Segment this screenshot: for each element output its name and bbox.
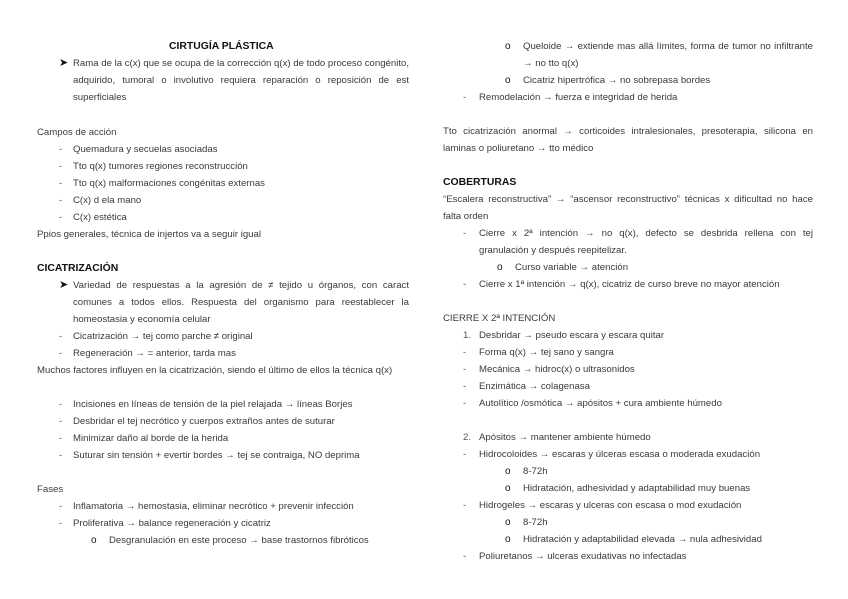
escalera-paragraph: “Escalera reconstructiva” → “ascensor reconstructivo” técnicas x dificultad no hace falta orden [443, 194, 813, 222]
circle-bullet-icon: o [505, 41, 511, 52]
circle-bullet-icon: o [505, 75, 511, 86]
fases-label: Fases [37, 484, 64, 495]
list-number: 1. [463, 330, 472, 341]
page-title: CIRTUGÍA PLÁSTICA [169, 41, 274, 52]
list-item: Mecánica → hidroc(x) o ultrasonidos [479, 364, 635, 375]
dash-bullet-icon: - [463, 347, 467, 358]
list-item: Remodelación → fuerza e integridad de herida [479, 92, 678, 103]
dash-bullet-icon: - [463, 449, 467, 460]
sub-list-item: 8-72h [523, 517, 548, 528]
circle-bullet-icon: o [497, 262, 503, 273]
dash-bullet-icon: - [463, 551, 467, 562]
list-item: Desbridar → pseudo escara y escara quitar [479, 330, 665, 341]
campos-label: Campos de acción [37, 127, 117, 138]
dash-bullet-icon: - [59, 433, 63, 444]
cierre2-paragraph: Cierre x 2ª intención → no q(x), defecto se desbrida rellena con tej granulación y después reepitelizar. [479, 228, 813, 256]
dash-bullet-icon: - [59, 161, 63, 172]
dash-bullet-icon: - [463, 92, 467, 103]
list-item: Cicatrización → tej como parche ≠ original [73, 331, 253, 342]
circle-bullet-icon: o [505, 517, 511, 528]
circle-bullet-icon: o [91, 535, 97, 546]
list-item: Cierre x 1ª intención → q(x), cicatriz de curso breve no mayor atención [479, 279, 780, 290]
dash-bullet-icon: - [463, 500, 467, 511]
list-item: Inflamatoria → hemostasia, eliminar necrótico + prevenir infección [73, 501, 354, 512]
dash-bullet-icon: - [59, 416, 63, 427]
sub-list-item: Hidratación y adaptabilidad elevada → nula adhesividad [523, 534, 762, 545]
circle-bullet-icon: o [505, 466, 511, 477]
dash-bullet-icon: - [59, 399, 63, 410]
dash-bullet-icon: - [463, 381, 467, 392]
dash-bullet-icon: - [59, 331, 63, 342]
dash-bullet-icon: - [59, 178, 63, 189]
section-heading-cierre: CIERRE X 2ª INTENCIÓN [443, 313, 556, 324]
sub-list-item: Cicatriz hipertrófica → no sobrepasa bordes [523, 75, 711, 86]
dash-bullet-icon: - [59, 144, 63, 155]
cicatrizacion-paragraph: Variedad de respuestas a la agresión de ≠ tejido u órganos, con caract comunes a todos ellos. Respuesta del organismo para reestablecer la homeostasia y economía celular [73, 280, 409, 325]
dash-bullet-icon: - [463, 228, 467, 239]
sub-list-item: Desgranulación en este proceso → base trastornos fibróticos [109, 535, 369, 546]
list-item: Desbridar el tej necrótico y cuerpos extraños antes de suturar [73, 416, 335, 427]
list-number: 2. [463, 432, 472, 443]
dash-bullet-icon: - [59, 501, 63, 512]
arrow-bullet-icon: ➤ [59, 57, 69, 69]
circle-bullet-icon: o [505, 483, 511, 494]
dash-bullet-icon: - [463, 398, 467, 409]
sub-list-item: Hidratación, adhesividad y adaptabilidad muy buenas [523, 483, 751, 494]
dash-bullet-icon: - [59, 212, 63, 223]
dash-bullet-icon: - [463, 364, 467, 375]
tto-anormal-paragraph: Tto cicatrización anormal → corticoides intralesionales, presoterapia, silicona en laminas o poliuretano → tto médico [443, 126, 813, 154]
factores-paragraph: Muchos factores influyen en la cicatrización, siendo el último de ellos la técnica q(x) [37, 365, 393, 376]
list-item: Forma q(x) → tej sano y sangra [479, 347, 614, 358]
list-item: C(x) estética [73, 212, 127, 223]
list-item: Suturar sin tensión + evertir bordes → tej se contraiga, NO deprima [73, 450, 360, 461]
dash-bullet-icon: - [59, 518, 63, 529]
section-heading-cicatrizacion: CICATRIZACIÓN [37, 263, 119, 274]
list-item: Minimizar daño al borde de la herida [73, 433, 229, 444]
list-item: Regeneración → = anterior, tarda mas [73, 348, 236, 359]
list-item: Proliferativa → balance regeneración y cicatriz [73, 518, 271, 529]
list-item: Enzimática → colagenasa [479, 381, 590, 392]
list-item: Quemadura y secuelas asociadas [73, 144, 218, 155]
circle-bullet-icon: o [505, 534, 511, 545]
list-item: Hidrocoloides → escaras y úlceras escasa o moderada exudación [479, 449, 761, 460]
sub-list-item: Curso variable → atención [515, 262, 629, 273]
list-item: Apósitos → mantener ambiente húmedo [479, 432, 651, 443]
section-heading-coberturas: COBERTURAS [443, 177, 517, 188]
dash-bullet-icon: - [59, 450, 63, 461]
list-item: Incisiones en líneas de tensión de la piel relajada → líneas Borjes [73, 399, 353, 410]
intro-paragraph: Rama de la c(x) que se ocupa de la corrección q(x) de todo proceso congénito, adquirido, tumoral o involutivo requiera reparación o reposición de est superficiales [73, 58, 409, 103]
arrow-bullet-icon: ➤ [59, 279, 69, 291]
list-item: Autolítico /osmótica → apósitos + cura ambiente húmedo [479, 398, 722, 409]
sub-list-item: 8-72h [523, 466, 548, 477]
queloide-paragraph: Queloide → extiende mas allá límites, forma de tumor no infiltrante → no tto q(x) [523, 41, 813, 69]
dash-bullet-icon: - [59, 348, 63, 359]
list-item: Poliuretanos → ulceras exudativas no infectadas [479, 551, 687, 562]
dash-bullet-icon: - [463, 279, 467, 290]
list-item: Tto q(x) malformaciones congénitas externas [73, 178, 265, 189]
list-item: Tto q(x) tumores regiones reconstrucción [73, 161, 248, 172]
list-item: C(x) d ela mano [73, 195, 142, 206]
list-item: Hidrogeles → escaras y ulceras con escasa o mod exudación [479, 500, 742, 511]
dash-bullet-icon: - [59, 195, 63, 206]
ppios-text: Ppios generales, técnica de injertos va a seguir igual [37, 229, 261, 240]
